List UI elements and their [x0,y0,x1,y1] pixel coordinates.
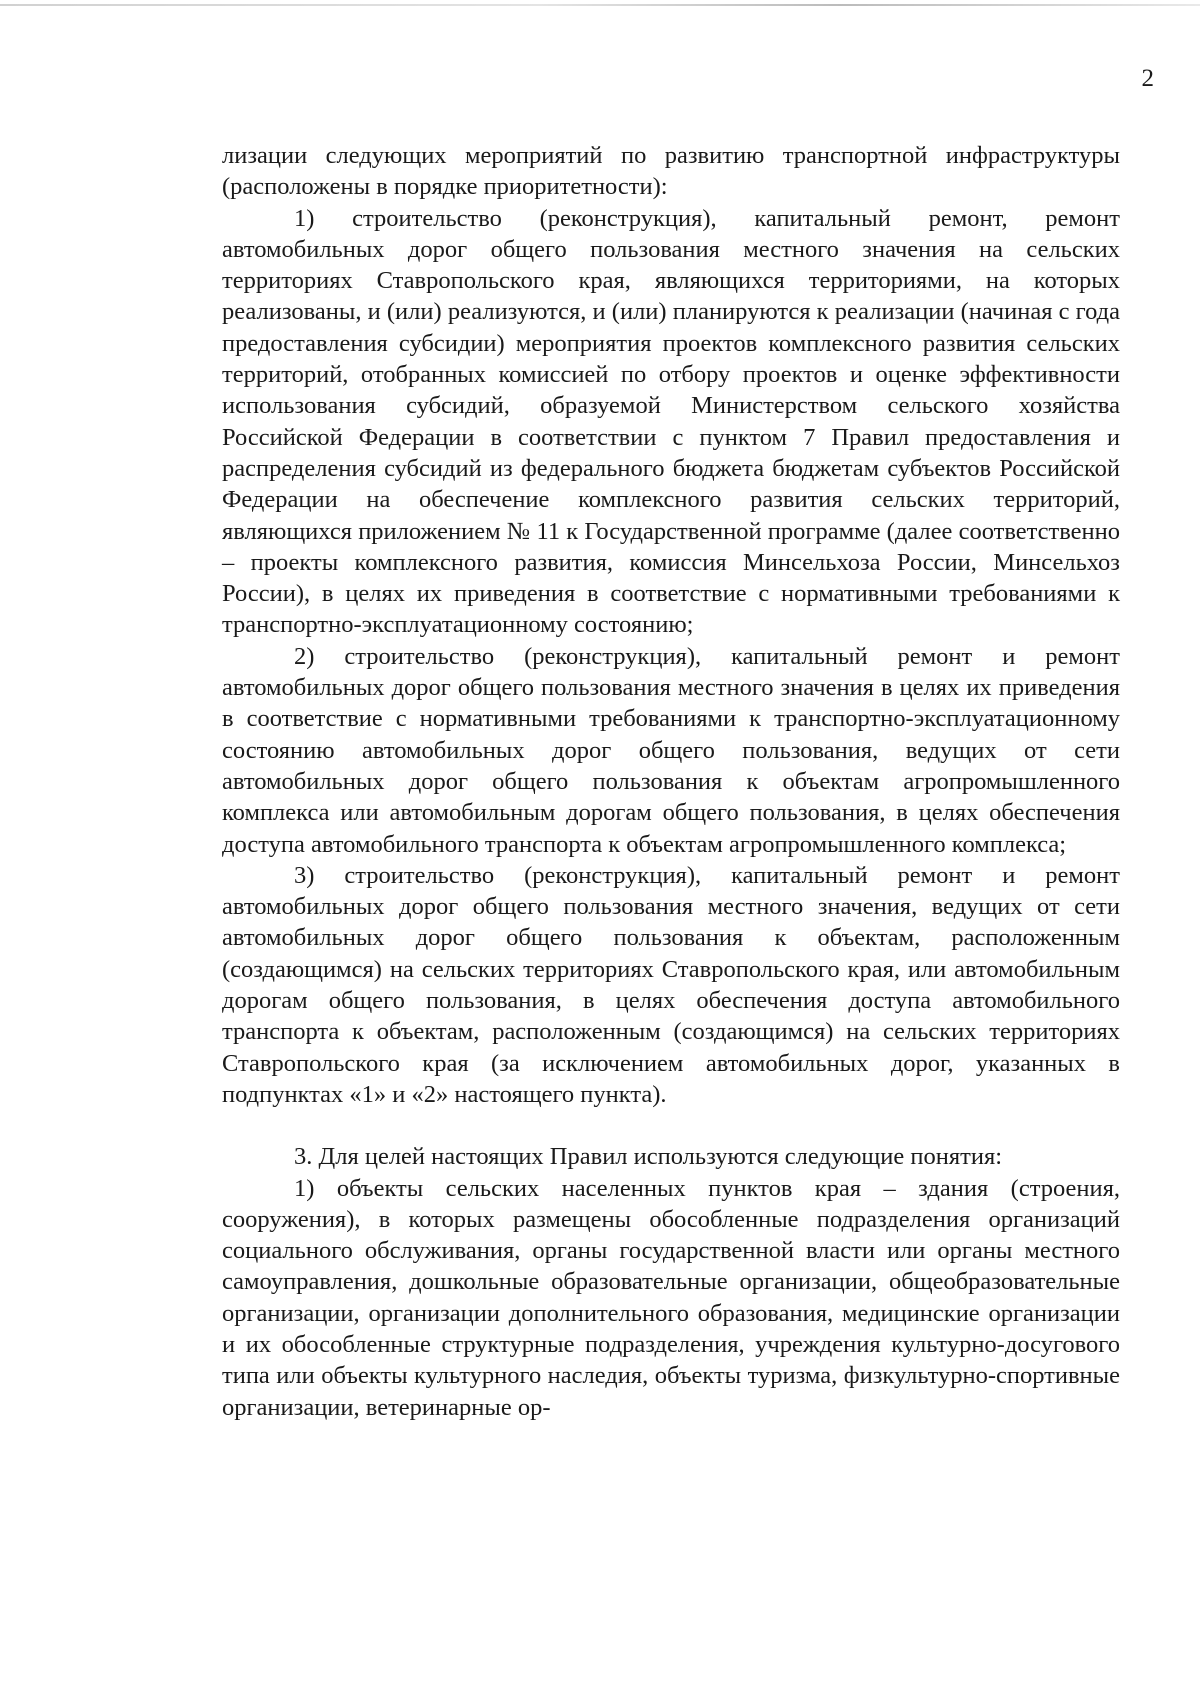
paragraph-item-1: 1) строительство (реконструкция), капитальный ремонт, ремонт автомобильных дорог общего пользования местного значения на сельских территориях Ставропольского края, являющихся территориями, на которых реализованы, и (или) реализуются, и (или) планируются к реализации (начиная с года предоставления субсидии) мероприятия проектов комплексного развития сельских территорий, отобранных комиссией по отбору проектов и оценке эффективности использования субсидий, образуемой Министерством сельского хозяйства Российской Федерации в соответствии с пунктом 7 Правил предоставления и распределения субсидий из федерального бюджета бюджетам субъектов Российской Федерации на обеспечение комплексного развития сельских территорий, являющихся приложением № 11 к Государственной программе (далее соответственно – проекты комплексного развития, комиссия Минсельхоза России, Минсельхоз России), в целях их приведения в соответствие с нормативными требованиями к транспортно-эксплуатационному состоянию; [222,204,1120,639]
paragraph-definition-1: 1) объекты сельских населенных пунктов края – здания (строения, сооружения), в которых размещены обособленные подразделения организаций социального обслуживания, органы государственной власти или органы местного самоуправления, дошкольные образовательные организации, общеобразовательные организации, организации дополнительного образования, медицинские организации и их обособленные структурные подразделения, учреждения культурно-досугового типа или объекты культурного наследия, объекты туризма, физкультурно-спортивные организации, ветеринарные ор- [222,1174,1120,1421]
paragraph-continuation: лизации следующих мероприятий по развитию транспортной инфраструктуры (расположены в порядке приоритетности): [222,142,1120,201]
page-number: 2 [1141,65,1154,92]
scan-top-edge [0,4,1200,6]
paragraph-item-3: 3) строительство (реконструкция), капитальный ремонт и ремонт автомобильных дорог общего пользования местного значения, ведущих от сети автомобильных дорог общего пользования к объектам, расположенным (создающимся) на сельских территориях Ставропольского края, или автомобильным дорогам общего пользования, в целях обеспечения доступа автомобильного транспорта к объектам, расположенным (создающимся) на сельских территориях Ставропольского края (за исключением автомобильных дорог, указанных в подпунктах «1» и «2» настоящего пункта). [222,861,1120,1108]
section-3-heading: 3. Для целей настоящих Правил используются следующие понятия: [294,1143,1003,1171]
paragraph-item-2: 2) строительство (реконструкция), капитальный ремонт и ремонт автомобильных дорог общего пользования местного значения в целях их приведения в соответствие с нормативными требованиями к транспортно-эксплуатационному состоянию автомобильных дорог общего пользования, ведущих от сети автомобильных дорог общего пользования к объектам агропромышленного комплекса или автомобильным дорогам общего пользования, в целях обеспечения доступа автомобильного транспорта к объектам агропромышленного комплекса; [222,642,1120,858]
document-body [222,140,1120,1423]
